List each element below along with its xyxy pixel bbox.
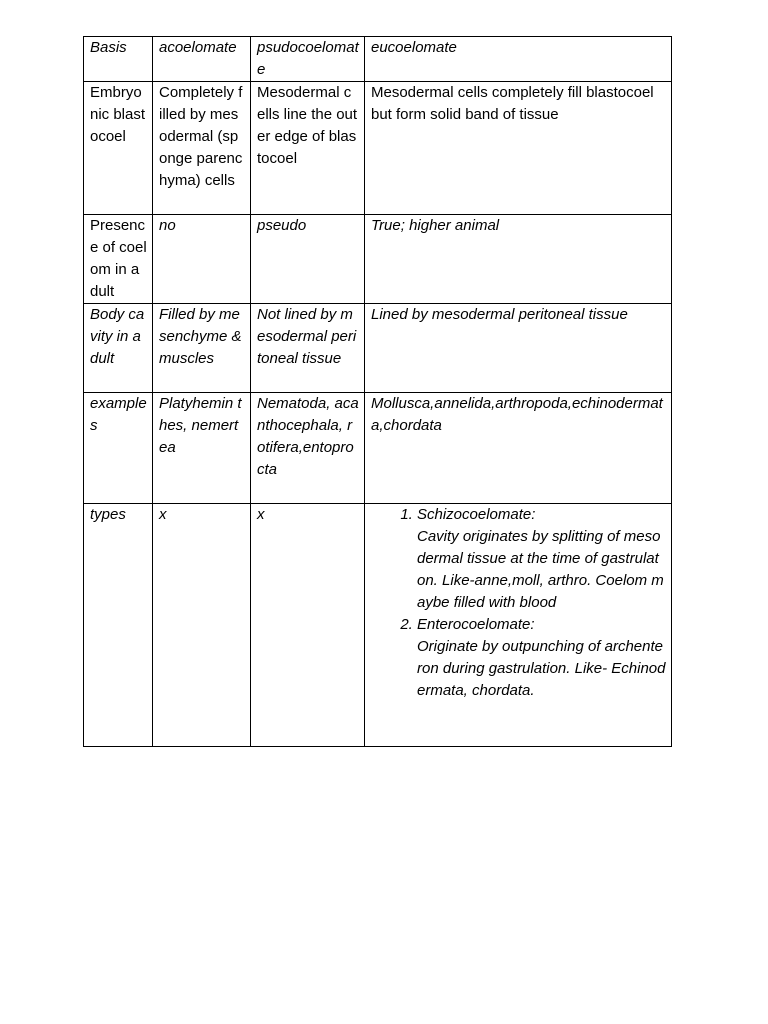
type-title: 2. Enterocoelomate: xyxy=(417,616,535,633)
row-label-examples: examples xyxy=(84,393,153,504)
table-row xyxy=(84,215,672,304)
cell-pseudocoelomate: Mesodermal cells line the outer edge of blastocoel xyxy=(251,82,365,215)
table-row xyxy=(84,82,672,215)
cell-eucoelomate: Mesodermal cells completely fill blastocoel but form solid band of tissue xyxy=(365,82,672,215)
cell-eucoelomate: Mollusca,annelida,arthropoda,echinodermata,chordata xyxy=(365,393,672,504)
type-description: Originate by outpunching of archenteron during gastrulation. Like- Echinodermata, chordata. xyxy=(417,638,666,699)
list-item xyxy=(417,614,666,702)
row-label-types: types xyxy=(84,504,153,747)
header-eucoelomate: eucoelomate xyxy=(365,37,672,82)
cell-eucoelomate: Lined by mesodermal peritoneal tissue xyxy=(365,304,672,393)
table-row xyxy=(84,304,672,393)
cell-acoelomate: Completely filled by mesodermal (sponge parenchyma) cells xyxy=(153,82,251,215)
header-basis: Basis xyxy=(84,37,153,82)
type-description: Cavity originates by splitting of mesodermal tissue at the time of gastrulaton. Like-anne,moll, arthro. Coelom maybe filled with blood xyxy=(417,528,664,611)
coelom-comparison-table xyxy=(83,36,672,747)
row-label-presence-of-coelom: Presence of coelom in adult xyxy=(84,215,153,304)
table-header-row xyxy=(84,37,672,82)
row-label-body-cavity: Body cavity in adult xyxy=(84,304,153,393)
cell-eucoelomate-types xyxy=(365,504,672,747)
cell-acoelomate: Filled by mesenchyme & muscles xyxy=(153,304,251,393)
header-pseudocoelomate: psudocoelomate xyxy=(251,37,365,82)
list-item xyxy=(417,504,666,614)
row-label-embryonic-blastocoel: Embryonic blastocoel xyxy=(84,82,153,215)
table-row xyxy=(84,504,672,747)
type-title: 1. Schizocoelomate: xyxy=(417,506,536,523)
cell-pseudocoelomate: x xyxy=(251,504,365,747)
cell-acoelomate: no xyxy=(153,215,251,304)
table-row xyxy=(84,393,672,504)
cell-eucoelomate: True; higher animal xyxy=(365,215,672,304)
cell-pseudocoelomate: pseudo xyxy=(251,215,365,304)
cell-acoelomate: x xyxy=(153,504,251,747)
cell-pseudocoelomate: Nematoda, acanthocephala, rotifera,entoprocta xyxy=(251,393,365,504)
cell-acoelomate: Platyhemin thes, nemertea xyxy=(153,393,251,504)
header-acoelomate: acoelomate xyxy=(153,37,251,82)
cell-pseudocoelomate: Not lined by mesodermal peritoneal tissue xyxy=(251,304,365,393)
types-list xyxy=(371,504,666,702)
